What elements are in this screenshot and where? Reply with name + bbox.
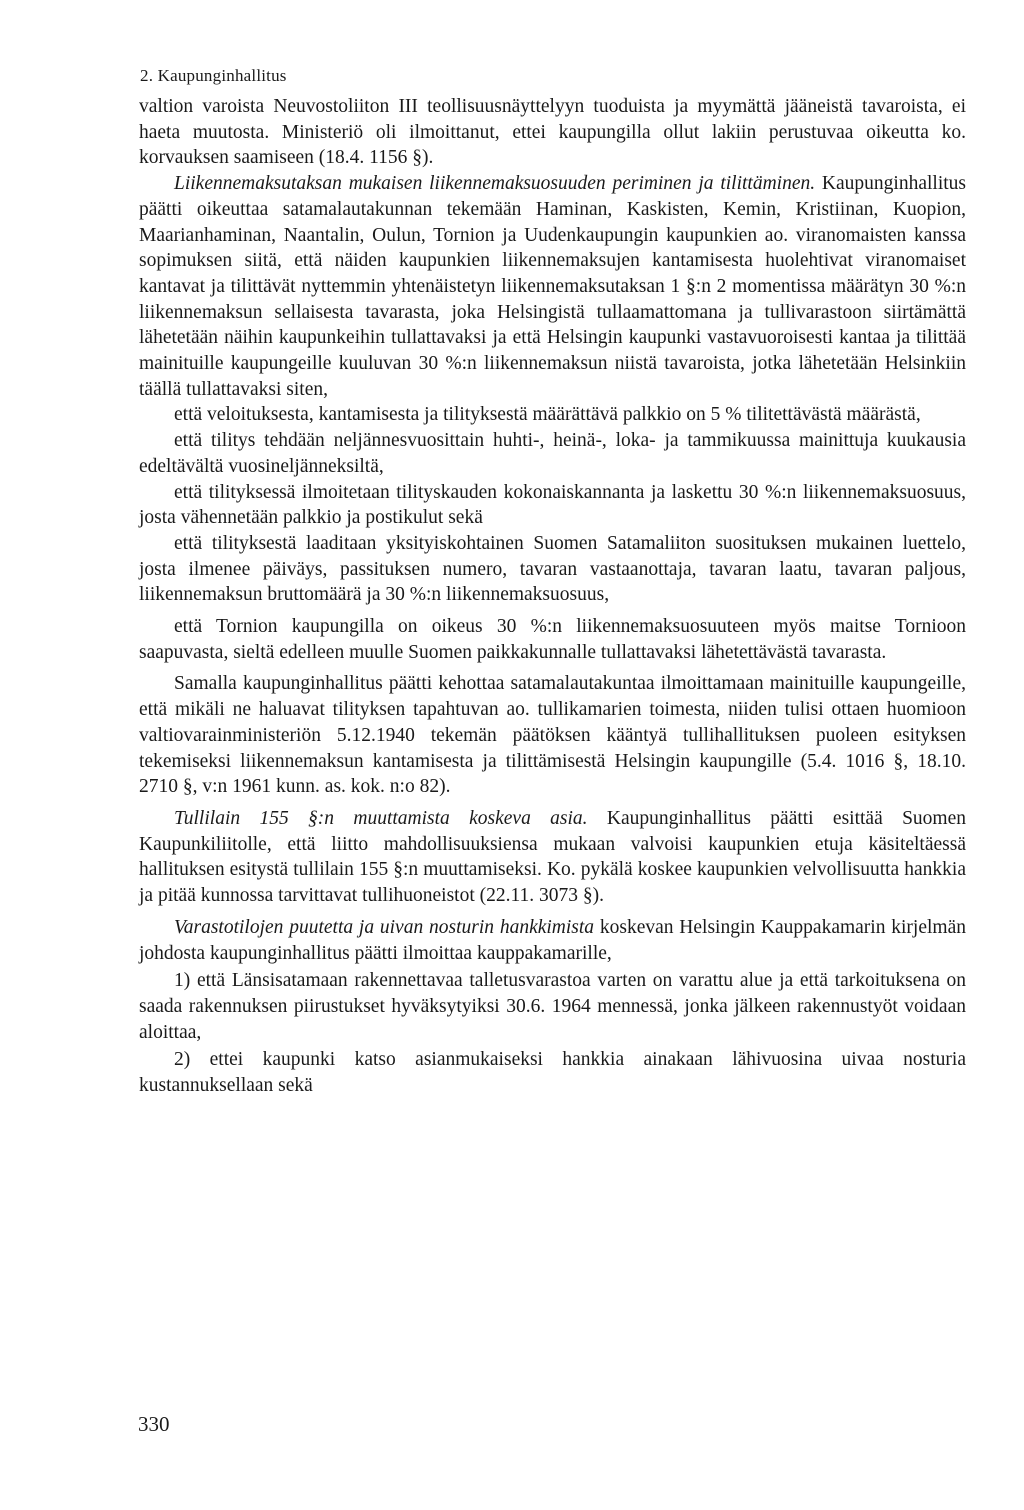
paragraph-storage-crane <box>139 915 966 966</box>
running-head: 2. Kaupunginhallitus <box>140 66 287 85</box>
paragraph-text: valtion varoista Neuvostoliiton III teollisuusnäyttelyyn tuoduista ja myymättä jääneistä tavaroista, ei haeta muutosta. Ministeriö oli ilmoittanut, ettei kaupungilla ollut lakiin perustuvaa oikeutta ko. korvauksen saamiseen (18.4. 1156 §). <box>139 96 966 169</box>
section-title: Liikennemaksutaksan mukaisen liikennemaksuosuuden periminen ja tilittäminen. <box>174 173 816 195</box>
paragraph-customs-law <box>139 806 966 909</box>
list-item-1 <box>139 968 966 1045</box>
clause-total-collection <box>139 480 966 531</box>
paragraph-text: että tilitys tehdään neljännesvuosittain huhti-, heinä-, loka- ja tammikuussa mainittuja kuukausia edeltävältä vuosineljänneksiltä, <box>139 430 966 477</box>
section-title: Tullilain 155 §:n muuttamista koskeva asia. <box>174 807 588 829</box>
list-item-2 <box>139 1047 966 1098</box>
paragraph-text: 2) ettei kaupunki katso asianmukaiseksi hankkia ainakaan lähivuosina uivaa nosturia kustannuksellaan sekä <box>139 1049 966 1097</box>
clause-quarterly <box>139 428 966 479</box>
paragraph-text: Kaupunginhallitus päätti oikeuttaa satamalautakunnan tekemään Haminan, Kaskisten, Kemin, Kristiinan, Kuopion, Maarianhaminan, Naantalin, Oulun, Tornion ja Uudenkaupungin kaupunkien ao. viranomaisten kanssa sopimuksen siitä, että näiden kaupunkien liikennemaksujen kantamisesta huolehtivat viranomaiset kantavat ja tilittävät nyttemmin yhtenäistetyn liikennemaksutaksan 1 §:n 2 momentissa määrätyn 30 %:n liikennemaksun sellaisesta tavarasta, joka Helsingistä tullaamattomana ja tullivarastoon siirtämättä lähetetään näihin kaupunkeihin tullattavaksi ja että Helsingin kaupunki vastavuoroisesti kantaa ja tilittää mainituille kaupungeille kuuluvan 30 %:n liikennemaksun niistä tavaroista, jotka lähetetään Helsinkiin täällä tullattavaksi siten, <box>139 173 966 400</box>
clause-itemized-list <box>139 531 966 608</box>
paragraph-text: että veloituksesta, kantamisesta ja tilityksestä määrättävä palkkio on 5 % tilitettävästä määrästä, <box>174 404 921 426</box>
clause-fee <box>139 402 966 428</box>
page-number: 330 <box>138 1412 170 1436</box>
paragraph-text: että Tornion kaupungilla on oikeus 30 %:n liikennemaksuosuuteen myös maitse Tornioon saapuvasta, sieltä edelleen muulle Suomen paikkakunnalle tullattavaksi lähetettävästä tavarasta. <box>139 616 966 663</box>
paragraph-text: että tilityksessä ilmoitetaan tilityskauden kokonaiskannanta ja laskettu 30 %:n liikennemaksuosuus, josta vähennetään palkkio ja postikulut sekä <box>139 481 966 529</box>
paragraph-traffic-fee <box>139 171 966 402</box>
section-title: Varastotilojen puutetta ja uivan nosturin hankkimista <box>174 916 595 938</box>
body-text <box>139 94 966 1099</box>
paragraph-text: Samalla kaupunginhallitus päätti kehottaa satamalautakuntaa ilmoittamaan mainituille kaupungeille, että mikäli ne haluavat tilityksen tapahtuvan ao. tullikamarien toimesta, niiden tulisi ottaen huomioon valtiovarainministeriön 5.12.1940 tekemän päätöksen kääntyä tullihallituksen puoleen esityksen tekemiseksi liikennemaksun kantamisesta ja tilittämisestä Helsingin kaupungille (5.4. 1016 §, 18.10. 2710 §, v:n 1961 kunn. as. kok. n:o 82). <box>139 673 966 798</box>
paragraph-text: Kaupunginhallitus päätti esittää Suomen Kaupunkiliitolle, että liitto mahdollisuuksiensa mukaan valvoisi kaupunkien etuja käsiteltäessä hallituksen esitystä tullilain 155 §:n muuttamiseksi. Ko. pykälä koskee kaupunkien velvollisuutta hankkia ja pitää kunnossa tarvittavat tullihuoneistot (22.11. 3073 §). <box>139 807 966 907</box>
paragraph-text: että tilityksestä laaditaan yksityiskohtainen Suomen Satamaliiton suosituksen mukainen luettelo, josta ilmenee päiväys, passituksen numero, tavaran vastaanottaja, tavaran laatu, tavaran paljous, liikennemaksun bruttomäärä ja 30 %:n liikennemaksuosuus, <box>139 532 966 606</box>
paragraph-text: 1) että Länsisatamaan rakennettavaa talletusvarastoa varten on varattu alue ja että tarkoituksena on saada rakennuksen piirustukset hyväksytyiksi 30.6. 1964 mennessä, jonka jälkeen rakennustyöt voidaan aloittaa, <box>139 970 966 1043</box>
paragraph-customs-offices <box>139 671 966 800</box>
paragraph-text: koskevan Helsingin Kauppakamarin kirjelmän johdosta kaupunginhallitus päätti ilmoittaa kauppakamarille, <box>139 916 966 964</box>
clause-tornio <box>139 614 966 665</box>
paragraph-continuation <box>139 94 966 171</box>
